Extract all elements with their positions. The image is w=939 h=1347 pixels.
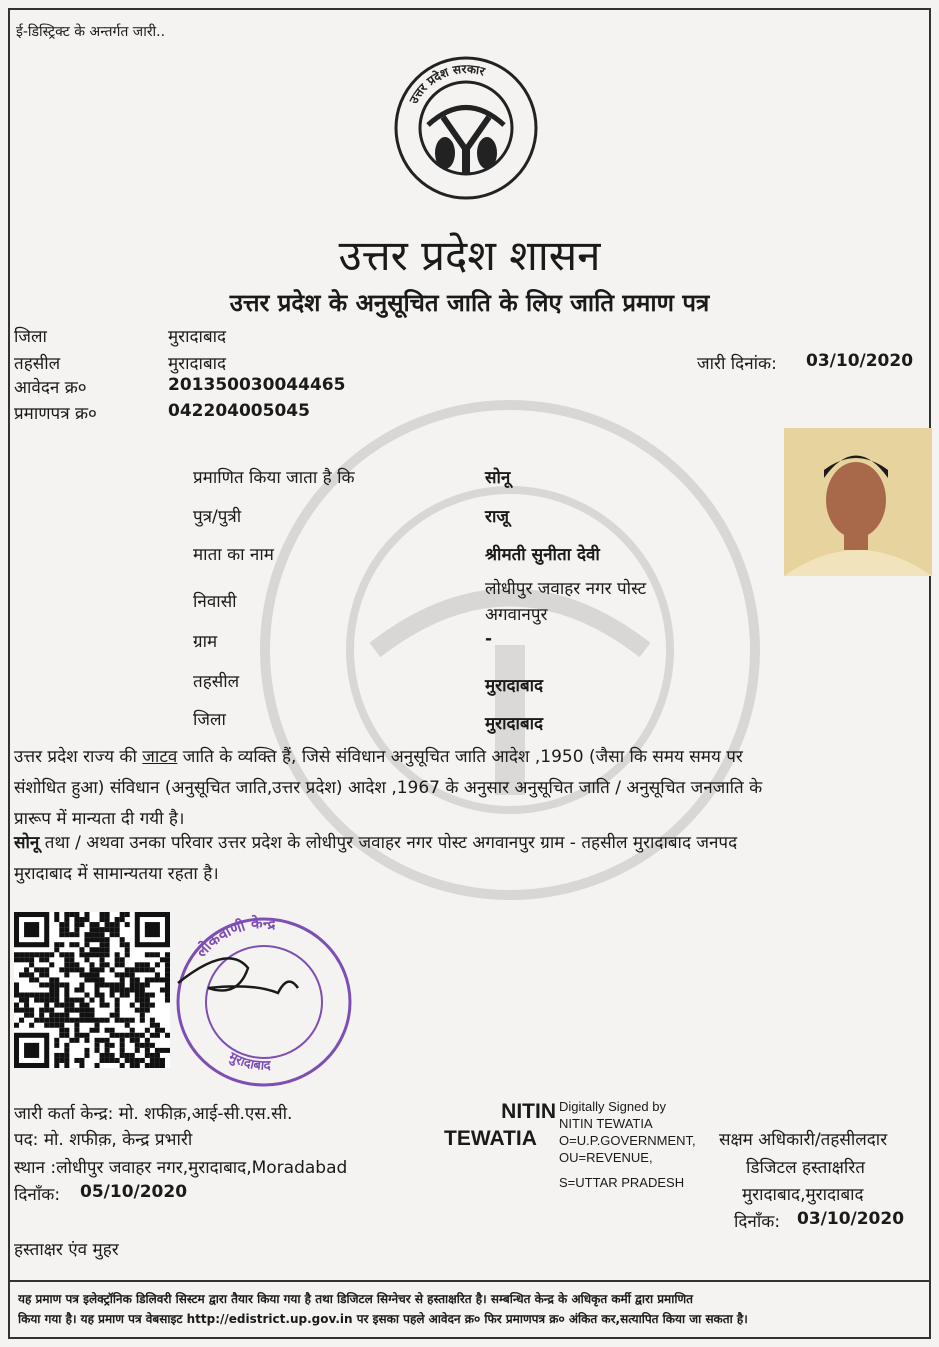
caste-name: जाटव <box>142 747 178 767</box>
seal-text-bottom: मुरादाबाद <box>226 1049 271 1074</box>
issuer-center: जारी कर्ता केन्द्र: मो. शफीक़,आई-सी.एस.सी. <box>14 1104 293 1124</box>
signature-seal-label: हस्ताक्षर एंव मुहर <box>14 1240 119 1260</box>
district-value: मुरादाबाद <box>168 327 227 347</box>
border-left <box>8 8 10 1339</box>
certificate-number-label: प्रमाणपत्र क्र० <box>14 404 97 424</box>
detail-label-certified: प्रमाणित किया जाता है कि <box>193 468 355 488</box>
issue-date-label: जारी दिनांक: <box>697 354 777 374</box>
handwritten-signature <box>178 958 298 993</box>
certificate-subtitle: उत्तर प्रदेश के अनुसूचित जाति के लिए जाति प्रमाण पत्र <box>229 289 710 317</box>
caste-paragraph-pre: उत्तर प्रदेश राज्य की <box>14 747 143 767</box>
detail-value-mother: श्रीमती सुनीता देवी <box>485 545 600 565</box>
authority-date-label: दिनाँक: <box>734 1212 781 1232</box>
detail-value-tehsil: मुरादाबाद <box>485 676 544 696</box>
detail-label-district: जिला <box>193 710 226 730</box>
issuer-date-label: दिनाँक: <box>14 1185 61 1205</box>
tehsil-value: मुरादाबाद <box>168 354 227 374</box>
footer-line1: यह प्रमाण पत्र इलेक्ट्रॉनिक डिलिवरी सिस्टम द्वारा तैयार किया गया है तथा डिजिटल सिग्नेचर से हस्ताक्षरित है। सम्बन्धित केन्द्र के अधिकृत कर्मी द्वारा प्रमाणित <box>18 1292 693 1306</box>
caste-paragraph-line3: प्रारूप में मान्यता दी गयी है। <box>14 809 185 829</box>
border-bottom <box>8 1337 931 1339</box>
detail-value-father: राजू <box>485 507 509 527</box>
authority-location: मुरादाबाद,मुरादाबाद <box>742 1185 864 1205</box>
page-title: उत्तर प्रदेश शासन <box>338 231 601 280</box>
residence-name: सोनू <box>14 833 40 853</box>
district-label: जिला <box>14 327 47 347</box>
detail-label-son-daughter: पुत्र/पुत्री <box>193 507 242 527</box>
issuer-place: स्थान :लोधीपुर जवाहर नगर,मुरादाबाद,Moradabad <box>14 1158 348 1178</box>
qr-code[interactable] <box>14 912 170 1068</box>
border-right <box>929 8 931 1339</box>
detail-value-resident-line2: अगवानपुर <box>485 605 548 625</box>
caste-paragraph-line2: संशोधित हुआ) संविधान (अनुसूचित जाति,उत्तर प्रदेश) आदेश ,1967 के अनुसार अनुसूचित जाति / अनुसूचित जनजाति के <box>14 778 763 798</box>
tehsil-label: तहसील <box>14 354 61 374</box>
certificate-number: 042204005045 <box>168 401 310 421</box>
authority-title: सक्षम अधिकारी/तहसीलदार <box>719 1130 888 1150</box>
footer-rule <box>10 1280 929 1282</box>
application-number-label: आवेदन क्र० <box>14 378 87 398</box>
detail-value-resident-line1: लोधीपुर जवाहर नगर पोस्ट <box>485 579 647 599</box>
authority-date: 03/10/2020 <box>797 1209 905 1229</box>
digital-sign-line1: Digitally Signed by <box>559 1099 666 1114</box>
border-top <box>8 8 931 10</box>
emblem-text: उत्तर प्रदेश सरकार <box>406 61 487 107</box>
authority-digital: डिजिटल हस्ताक्षरित <box>746 1158 865 1178</box>
digital-signature-details <box>559 1098 696 1191</box>
official-seal <box>168 913 358 1091</box>
issuer-post: पद: मो. शफीक़, केन्द्र प्रभारी <box>14 1130 193 1150</box>
footer-line2: किया गया है। यह प्रमाण पत्र वेबसाइट http://edistrict.up.gov.in पर इसका पहले आवेदन क्र० फिर प्रमाणपत्र क्र० अंकित कर,सत्यापित किया जा सकता है। <box>18 1312 748 1326</box>
detail-value-district: मुरादाबाद <box>485 714 544 734</box>
digital-sign-line2: NITIN TEWATIA <box>559 1116 653 1131</box>
residence-paragraph <box>14 828 934 890</box>
digital-sign-line4: OU=REVENUE, <box>559 1150 653 1165</box>
footer-note <box>18 1289 928 1329</box>
signer-name-line1: NITIN <box>501 1100 556 1123</box>
signer-name-line2: TEWATIA <box>444 1127 537 1150</box>
detail-label-village: ग्राम <box>193 632 218 652</box>
detail-value-name: सोनू <box>485 468 511 488</box>
issuer-date: 05/10/2020 <box>80 1182 188 1202</box>
digital-sign-line5: S=UTTAR PRADESH <box>559 1175 685 1190</box>
svg-text:मुरादाबाद <box>225 1049 272 1074</box>
detail-label-tehsil: तहसील <box>193 672 240 692</box>
up-government-emblem <box>393 55 539 201</box>
issue-date: 03/10/2020 <box>806 351 914 371</box>
application-number: 201350030044465 <box>168 375 346 395</box>
seal-text: लोकवाणी केन्द्र <box>192 913 277 961</box>
detail-value-village: - <box>485 629 493 649</box>
applicant-photo <box>784 428 932 576</box>
caste-paragraph <box>14 742 934 835</box>
detail-label-resident: निवासी <box>193 592 237 612</box>
detail-label-mother: माता का नाम <box>193 545 274 565</box>
residence-paragraph-rest: तथा / अथवा उनका परिवार उत्तर प्रदेश के लोधीपुर जवाहर नगर पोस्ट अगवानपुर ग्राम - तहसील मुरादाबाद जनपद <box>39 833 738 853</box>
residence-paragraph-line2: मुरादाबाद में सामान्यतया रहता है। <box>14 864 219 884</box>
digital-sign-line3: O=U.P.GOVERNMENT, <box>559 1133 696 1148</box>
caste-paragraph-post: जाति के व्यक्ति हैं, जिसे संविधान अनुसूचित जाति आदेश ,1950 (जैसा कि समय समय पर <box>177 747 743 767</box>
top-note: ई-डिस्ट्रिक्ट के अन्तर्गत जारी.. <box>16 24 166 40</box>
